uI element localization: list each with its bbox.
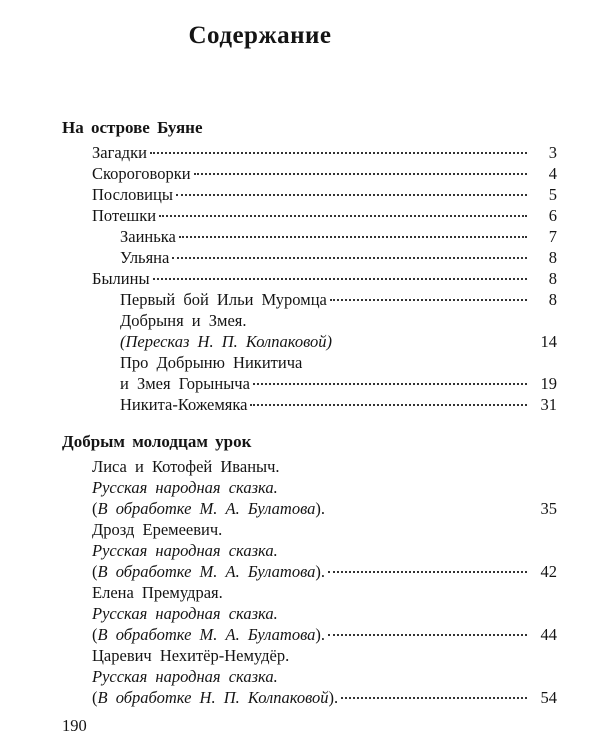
page-number: 4 [548,164,557,183]
entry-credit: В обработке Н. П. Колпаковой [97,688,329,707]
credit-open-paren: ( [92,688,98,707]
dot-leader [150,152,527,154]
dot-leader [328,634,527,636]
dot-leader [194,173,527,175]
credit-close-paren: ). [315,562,326,581]
toc-entry-skorogovorki[interactable] [92,163,557,184]
toc-entry-poteshki[interactable] [92,205,557,226]
dot-leader [341,697,527,699]
dot-leader [172,257,527,259]
dot-leader [176,194,527,196]
page-number: 3 [548,143,557,162]
entry-credit: В обработке М. А. Булатова [97,499,316,518]
entry-credit: В обработке М. А. Булатова [97,625,316,644]
toc-entry-tsarevich-title: Царевич Нехитёр-Немудёр. [92,646,290,665]
toc-entry-elena-genre: Русская народная сказка. [92,604,278,623]
toc-entry-pro-dobrynyu[interactable] [120,373,557,394]
dot-leader [253,383,527,385]
credit-close-paren: ). [328,688,339,707]
toc-entry-dobrynya-title: Добрыня и Змея. [120,311,247,330]
toc-entry-tsarevich[interactable] [92,687,557,708]
entry-title: Ульяна [120,248,170,267]
entry-title: Никита-Кожемяка [120,395,248,414]
toc-entry-drozd-genre: Русская народная сказка. [92,541,278,560]
dot-leader [330,299,527,301]
toc-entry-drozd-title: Дрозд Еремеевич. [92,520,223,539]
toc-entry-tsarevich-genre: Русская народная сказка. [92,667,278,686]
toc-entry-poslovitsy[interactable] [92,184,557,205]
entry-title: Былины [92,269,150,288]
page-number: 54 [540,688,557,707]
toc-entry-zainka[interactable] [120,226,557,247]
entry-title: Загадки [92,143,147,162]
section-heading-na-ostrove-buyane: На острове Буяне [62,118,203,137]
toc-entry-byliny[interactable] [92,268,557,289]
page-number: 8 [548,269,557,288]
page-number: 6 [548,206,557,225]
toc-entry-ulyana[interactable] [120,247,557,268]
page-number: 31 [540,395,557,414]
credit-close-paren: ). [315,499,326,518]
entry-title: Потешки [92,206,157,225]
credit-open-paren: ( [92,625,98,644]
credit-open-paren: ( [92,499,98,518]
entry-title: Первый бой Ильи Муромца [120,290,327,309]
toc-entry-pervyi-boi[interactable] [120,289,557,310]
toc-entry-lisa-title: Лиса и Котофей Иваныч. [92,457,280,476]
toc-entry-dobrynya[interactable] [120,331,557,352]
dot-leader [159,215,527,217]
page-number: 8 [548,248,557,267]
dot-leader [179,236,527,238]
toc-entry-elena[interactable] [92,624,557,645]
page-number: 8 [548,290,557,309]
toc-entry-nikita[interactable] [120,394,557,415]
section-heading-dobrym-molodtsam: Добрым молодцам урок [62,432,252,451]
credit-close-paren: ). [315,625,326,644]
entry-credit: (Пересказ Н. П. Колпаковой) [120,332,333,351]
entry-credit: В обработке М. А. Булатова [97,562,316,581]
page-number: 35 [540,499,557,518]
entry-title: Пословицы [92,185,173,204]
entry-title: и Змея Горыныча [120,374,250,393]
page-number: 44 [540,625,557,644]
page-number: 19 [540,374,557,393]
toc-entry-drozd[interactable] [92,561,557,582]
page-number: 42 [540,562,557,581]
dot-leader [328,571,527,573]
toc-entry-zagadki[interactable] [92,142,557,163]
toc-entry-lisa-genre: Русская народная сказка. [92,478,278,497]
toc-entry-pro-dobrynyu-title: Про Добрыню Никитича [120,353,303,372]
toc-entry-elena-title: Елена Премудрая. [92,583,223,602]
page-number: 7 [548,227,557,246]
credit-open-paren: ( [92,562,98,581]
toc-entry-lisa[interactable] [92,498,557,519]
page-title: Содержание [188,22,332,49]
dot-leader [153,278,527,280]
entry-title: Скороговорки [92,164,191,183]
entry-title: Заинька [120,227,176,246]
dot-leader [250,404,527,406]
page-number: 5 [548,185,557,204]
page-folio-number: 190 [62,716,87,735]
page-number: 14 [540,332,557,351]
